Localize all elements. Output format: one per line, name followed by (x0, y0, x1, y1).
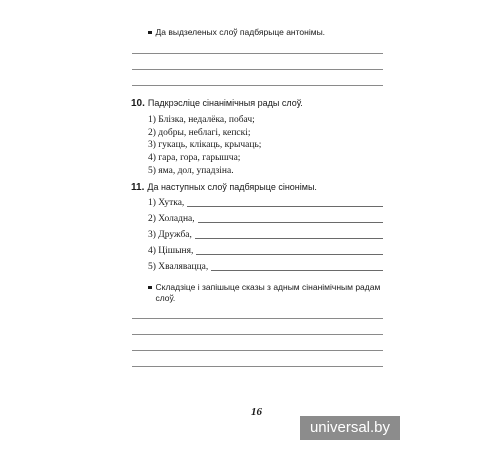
synonym-row (148, 245, 383, 257)
synonym-word: 3) Дружба, (148, 230, 192, 240)
task-number: 10. (131, 98, 145, 109)
task-number: 11. (131, 182, 145, 193)
answer-blank[interactable] (198, 222, 383, 223)
task9-note (148, 27, 325, 38)
synonym-word: 4) Цішыня, (148, 246, 194, 256)
note-line: Складзіце і запішыце сказы з адным сінанімічным радам (155, 282, 381, 292)
task-10-heading (131, 97, 303, 110)
task-10-item: 2) добры, неблагі, кепскі; (148, 128, 251, 138)
bullet-square-icon (148, 31, 152, 35)
synonym-row (148, 229, 383, 241)
synonym-row (148, 261, 383, 273)
task9-note-text: Да выдзеленых слоў падбярыце антонімы. (155, 27, 326, 37)
task-10-item: 5) яма, дол, упадзіна. (148, 166, 234, 176)
synonym-word: 2) Холадна, (148, 214, 195, 224)
synonym-word: 5) Хвалявацца, (148, 262, 209, 272)
bullet-square-icon (148, 286, 152, 290)
answer-blank[interactable] (196, 254, 383, 255)
task-instruction: Да наступных слоў падбярыце сінонімы. (147, 182, 317, 192)
task11-note-text (156, 282, 381, 304)
synonym-row (148, 197, 383, 209)
answer-line (132, 53, 383, 54)
task-instruction: Падкрэсліце сінанімічныя рады слоў. (147, 98, 303, 108)
answer-blank[interactable] (211, 270, 383, 271)
task-10-item: 1) Блізка, недалёка, побач; (148, 115, 255, 125)
answer-line (132, 69, 383, 70)
answer-line (132, 318, 383, 319)
note-line: слоў. (155, 293, 176, 303)
task-10-item: 3) гукаць, клікаць, крычаць; (148, 140, 262, 150)
task11-note (148, 282, 388, 304)
answer-blank[interactable] (195, 238, 383, 239)
synonym-row (148, 213, 383, 225)
answer-line (132, 334, 383, 335)
answer-line (132, 350, 383, 351)
answer-line (132, 85, 383, 86)
synonym-word: 1) Хутка, (148, 198, 185, 208)
answer-blank[interactable] (187, 206, 383, 207)
task-10-item: 4) гара, гора, гарышча; (148, 153, 241, 163)
page-number: 16 (251, 406, 262, 418)
task-11-heading (131, 181, 317, 194)
answer-line (132, 366, 383, 367)
watermark-badge: universal.by (300, 416, 400, 440)
